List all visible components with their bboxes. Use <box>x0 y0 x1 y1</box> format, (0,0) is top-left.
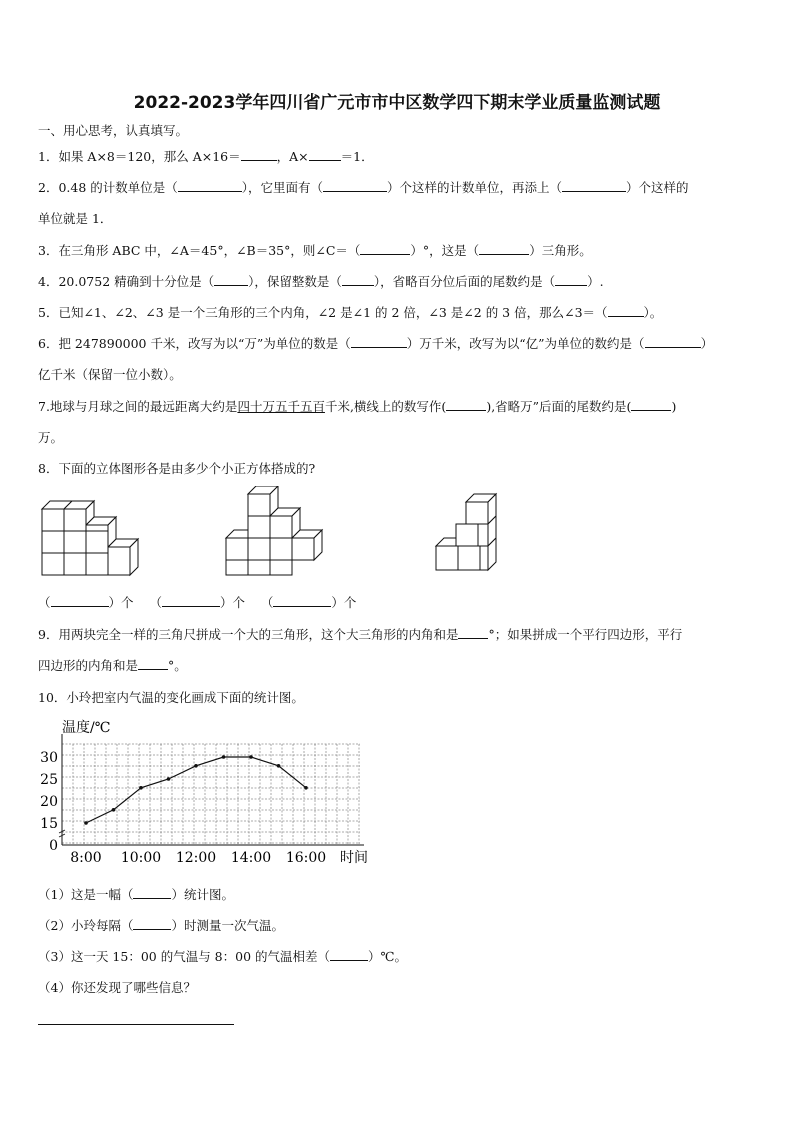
q10-sub-1 <box>38 885 768 903</box>
x-tick-label: 12:00 <box>175 850 217 866</box>
q10-1-text-b: ）统计图。 <box>171 887 234 902</box>
q6-blank-1[interactable] <box>351 336 407 348</box>
data-point <box>249 755 253 759</box>
chart-axes <box>59 734 364 845</box>
question-7 <box>38 397 768 415</box>
x-axis-label: 时间 <box>340 850 368 866</box>
data-point <box>84 821 88 825</box>
q7-text-c: ),省略万”后面的尾数约是( <box>486 399 632 414</box>
q4-blank-1[interactable] <box>214 274 248 286</box>
data-point <box>222 755 226 759</box>
q6-blank-2[interactable] <box>645 336 701 348</box>
q3-blank-2[interactable] <box>479 243 529 255</box>
y-tick-label: 30 <box>40 750 58 766</box>
q5-blank-1[interactable] <box>608 305 644 317</box>
q2-blank-3[interactable] <box>562 180 626 192</box>
question-10: 10．小玲把室内气温的变化画成下面的统计图。 <box>38 690 304 705</box>
x-tick-label: 10:00 <box>120 850 162 866</box>
y-axis-label: 温度/℃ <box>62 720 111 736</box>
q7-text-d: ) <box>671 399 677 414</box>
q2-text-a: 2．0.48 的计数单位是（ <box>38 180 178 195</box>
q10-sub-4: （4）你还发现了哪些信息？ <box>38 980 196 995</box>
q1-text-b: ，A× <box>276 149 309 164</box>
q10-2-blank[interactable] <box>133 918 171 930</box>
question-3 <box>38 241 768 259</box>
data-point <box>194 764 198 768</box>
q2-blank-2[interactable] <box>323 180 387 192</box>
q9-text-d: °。 <box>168 658 187 673</box>
q4-text-a: 4．20.0752 精确到十分位是（ <box>38 274 215 289</box>
section-heading: 一、用心思考，认真填写。 <box>38 123 189 138</box>
question-8: 8．下面的立体图形各是由多少个小正方体搭成的? <box>38 461 316 476</box>
q9-blank-1[interactable] <box>458 627 488 639</box>
q8-blank-1[interactable] <box>51 595 109 607</box>
q7-continued: 万。 <box>38 430 64 445</box>
q6-continued: 亿千米（保留一位小数）。 <box>38 367 182 382</box>
q9-text-a: 9．用两块完全一样的三角尺拼成一个大的三角形，这个大三角形的内角和是 <box>38 627 459 642</box>
q9-text-b: °；如果拼成一个平行四边形，平行 <box>488 627 683 642</box>
q2-text-c: ）个这样的计数单位，再添上（ <box>387 180 563 195</box>
q10-sub-3 <box>38 947 768 965</box>
page-title: 2022-2023学年四川省广元市市中区数学四下期末学业质量监测试题 <box>133 93 661 113</box>
q9-continued <box>38 656 768 674</box>
data-point <box>112 808 116 812</box>
q8-answers <box>38 593 356 611</box>
y-tick-label: 15 <box>40 816 58 832</box>
q5-text-b: ）。 <box>643 305 663 320</box>
q8-paren-open-1: （ <box>38 595 51 610</box>
q2-blank-1[interactable] <box>178 180 242 192</box>
q7-underlined-number: 四十万五千五百 <box>237 399 325 414</box>
q3-text-c: ）三角形。 <box>529 243 592 258</box>
q9-text-c: 四边形的内角和是 <box>38 658 139 673</box>
data-point <box>167 777 171 781</box>
q2-text-b: ），它里面有（ <box>241 180 324 195</box>
q4-blank-3[interactable] <box>555 274 587 286</box>
q1-blank-1[interactable] <box>241 149 277 161</box>
q5-text-a: 5．已知∠1、∠2、∠3 是一个三角形的三个内角，∠2 是∠1 的 2 倍，∠3 是∠2 的 3 倍，那么∠3＝（ <box>38 305 608 320</box>
q8-paren-close-3: ）个 <box>331 595 357 610</box>
temperature-line-chart <box>34 712 384 872</box>
q3-blank-1[interactable] <box>360 243 410 255</box>
question-5 <box>38 303 768 321</box>
question-9 <box>38 625 768 643</box>
cube-figure-1 <box>38 486 148 581</box>
data-point <box>277 764 281 768</box>
data-point <box>139 786 143 790</box>
q8-blank-2[interactable] <box>162 595 220 607</box>
question-6 <box>38 334 768 352</box>
q7-text-a: 7.地球与月球之间的最远距离大约是 <box>38 399 238 414</box>
q8-paren-open-3: （ <box>260 595 274 610</box>
question-4 <box>38 272 768 290</box>
q3-text-b: ）°，这是（ <box>410 243 480 258</box>
answer-line <box>38 1024 234 1025</box>
chart-grid <box>62 744 360 845</box>
q4-text-c: ），省略百分位后面的尾数约是（ <box>373 274 556 289</box>
q1-text-a: 1．如果 A×8＝120，那么 A×16＝ <box>38 149 241 164</box>
q9-blank-2[interactable] <box>138 658 168 670</box>
q4-blank-2[interactable] <box>342 274 374 286</box>
q7-text-b: 千米,横线上的数写作( <box>324 399 447 414</box>
q10-3-text-b: ）℃。 <box>368 949 408 964</box>
q10-2-text-a: （2）小玲每隔（ <box>38 918 134 933</box>
q8-blank-3[interactable] <box>273 595 331 607</box>
y-tick-label: 25 <box>40 772 58 788</box>
question-2 <box>38 178 768 196</box>
q10-3-blank[interactable] <box>330 949 368 961</box>
q1-text-c: ＝1． <box>340 149 374 164</box>
q10-3-text-a: （3）这一天 15：00 的气温与 8：00 的气温相差（ <box>38 949 331 964</box>
y-tick-label: 20 <box>40 794 58 810</box>
data-point <box>304 786 308 790</box>
q10-sub-2 <box>38 916 768 934</box>
q6-text-c: ） <box>700 336 714 351</box>
chart-series <box>84 755 308 825</box>
q10-1-text-a: （1）这是一幅（ <box>38 887 134 902</box>
q10-2-text-b: ）时测量一次气温。 <box>171 918 284 933</box>
x-tick-label: 16:00 <box>285 850 327 866</box>
q7-blank-1[interactable] <box>446 399 486 411</box>
q8-paren-close-2: ）个 <box>219 595 245 610</box>
q8-paren-open-2: （ <box>149 595 162 610</box>
x-tick-label: 8:00 <box>70 850 102 866</box>
q1-blank-2[interactable] <box>309 149 341 161</box>
q6-text-a: 6．把 247890000 千米，改写为以“万”为单位的数是（ <box>38 336 351 351</box>
q6-text-b: ）万千米，改写为以“亿”为单位的数约是（ <box>406 336 645 351</box>
chart-labels <box>40 719 368 866</box>
cube-figure-3 <box>432 486 512 581</box>
y-tick-label: 0 <box>49 838 58 854</box>
q3-text-a: 3．在三角形 ABC 中，∠A＝45°，∠B＝35°，则∠C＝（ <box>38 243 361 258</box>
q2-text-d: ）个这样的 <box>626 180 689 195</box>
q4-text-d: ）. <box>587 274 604 289</box>
q10-1-blank[interactable] <box>133 887 171 899</box>
q2-continued: 单位就是 1． <box>38 211 113 226</box>
q4-text-b: ），保留整数是（ <box>248 274 342 289</box>
x-tick-label: 14:00 <box>230 850 272 866</box>
q8-paren-close-1: ）个 <box>108 595 134 610</box>
question-1 <box>38 147 768 165</box>
cube-figure-2 <box>222 486 332 581</box>
q7-blank-2[interactable] <box>631 399 671 411</box>
